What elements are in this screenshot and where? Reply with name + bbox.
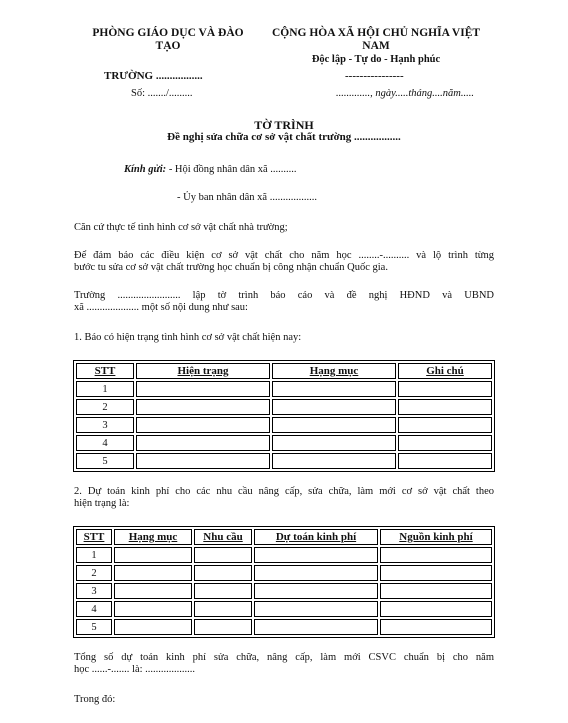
- org-name-line1: PHÒNG GIÁO DỤC VÀ ĐÀO: [92, 27, 244, 39]
- current-state-table: [73, 360, 495, 472]
- recipient-second: - Ủy ban nhân dân xã ..................: [177, 192, 317, 203]
- col-category: Hạng mục: [272, 363, 396, 379]
- row-number: 3: [76, 417, 134, 433]
- empty-cell: [114, 583, 192, 599]
- empty-cell: [398, 381, 492, 397]
- empty-cell: [380, 583, 492, 599]
- recipient-line-1: [124, 164, 424, 176]
- table-header-row: [76, 363, 492, 379]
- empty-cell: [254, 583, 378, 599]
- empty-cell: [194, 601, 252, 617]
- row-number: 4: [76, 601, 112, 617]
- section-1-heading: 1. Báo có hiện trạng tình hình cơ sở vật chất hiện nay:: [74, 332, 302, 343]
- table-row: [76, 453, 492, 469]
- col-source: Nguồn kinh phí: [380, 529, 492, 545]
- col-demand: Nhu cầu: [194, 529, 252, 545]
- org-header: [78, 27, 258, 53]
- col-category: Hạng mục: [114, 529, 192, 545]
- document-number: Số: ......./.........: [131, 88, 193, 99]
- empty-cell: [398, 453, 492, 469]
- empty-cell: [380, 547, 492, 563]
- empty-cell: [398, 399, 492, 415]
- table-row: [76, 601, 492, 617]
- empty-cell: [380, 565, 492, 581]
- table-row: [76, 399, 492, 415]
- table-row: [76, 435, 492, 451]
- paragraph-total-1: Tổng số dự toán kinh phí sửa chữa, nâng cấp, làm mới CSVC chuẩn bị cho năm: [74, 652, 494, 663]
- empty-cell: [114, 601, 192, 617]
- empty-cell: [194, 583, 252, 599]
- empty-cell: [272, 381, 396, 397]
- empty-cell: [254, 601, 378, 617]
- empty-cell: [194, 619, 252, 635]
- row-number: 5: [76, 619, 112, 635]
- empty-cell: [136, 453, 270, 469]
- empty-cell: [254, 565, 378, 581]
- row-number: 2: [76, 399, 134, 415]
- empty-cell: [114, 547, 192, 563]
- org-name-line2: TẠO: [155, 40, 181, 52]
- empty-cell: [380, 619, 492, 635]
- budget-table: [73, 526, 495, 638]
- table-row: [76, 619, 492, 635]
- row-number: 3: [76, 583, 112, 599]
- table-row: [76, 381, 492, 397]
- empty-cell: [114, 619, 192, 635]
- col-status: Hiện trạng: [136, 363, 270, 379]
- paragraph-purpose-1: Để đảm bảo các điều kiện cơ sở vật chất cho năm học ........-.......... và lộ trình từng: [74, 250, 494, 261]
- row-number: 1: [76, 547, 112, 563]
- row-number: 1: [76, 381, 134, 397]
- table-row: [76, 547, 492, 563]
- row-number: 4: [76, 435, 134, 451]
- empty-cell: [136, 399, 270, 415]
- recipient-label: Kính gửi:: [124, 164, 167, 175]
- empty-cell: [114, 565, 192, 581]
- empty-cell: [194, 565, 252, 581]
- empty-cell: [136, 381, 270, 397]
- paragraph-total-2: học ......-....... là: ...................: [74, 664, 196, 675]
- table-row: [76, 583, 492, 599]
- empty-cell: [194, 547, 252, 563]
- section-2-heading-1: 2. Dự toán kinh phí cho các nhu cầu nâng cấp, sửa chữa, làm mới cơ sở vật chất theo: [74, 486, 494, 497]
- section-2-heading-2: hiện trạng là:: [74, 498, 130, 509]
- school-name: TRƯỜNG .................: [104, 70, 203, 82]
- row-number: 2: [76, 565, 112, 581]
- empty-cell: [136, 435, 270, 451]
- empty-cell: [398, 435, 492, 451]
- empty-cell: [272, 399, 396, 415]
- empty-cell: [272, 417, 396, 433]
- empty-cell: [254, 547, 378, 563]
- document-subtitle: Đề nghị sửa chữa cơ sở vật chất trường .................: [167, 131, 401, 143]
- empty-cell: [272, 435, 396, 451]
- empty-cell: [380, 601, 492, 617]
- empty-cell: [272, 453, 396, 469]
- national-header: [262, 27, 490, 66]
- empty-cell: [398, 417, 492, 433]
- row-number: 5: [76, 453, 134, 469]
- col-note: Ghi chú: [398, 363, 492, 379]
- table-row: [76, 417, 492, 433]
- document-title: TỜ TRÌNH: [254, 118, 314, 132]
- paragraph-breakdown: Trong đó:: [74, 694, 116, 705]
- motto: Độc lập - Tự do - Hạnh phúc: [311, 54, 441, 65]
- col-stt: STT: [76, 363, 134, 379]
- empty-cell: [254, 619, 378, 635]
- paragraph-school-2: xã .................... một số nội dung như sau:: [74, 302, 248, 313]
- table-header-row: [76, 529, 492, 545]
- date-line: ............., ngày.....tháng....năm.....: [336, 88, 474, 99]
- recipient-first: - Hội đồng nhân dân xã ..........: [166, 164, 297, 175]
- nation-line1: CỘNG HÒA XÃ HỘI CHỦ NGHĨA VIỆT: [271, 27, 481, 39]
- paragraph-purpose-2: bước tu sửa cơ sở vật chất trường học chuẩn bị công nhận chuẩn Quốc gia.: [74, 262, 388, 273]
- table-row: [76, 565, 492, 581]
- col-estimate: Dự toán kinh phí: [254, 529, 378, 545]
- paragraph-basis: Căn cứ thực tế tình hình cơ sở vật chất nhà trường;: [74, 222, 288, 233]
- motto-rule: ----------------: [345, 70, 404, 82]
- nation-line2: NAM: [362, 40, 390, 52]
- paragraph-school-1: Trường ........................ lập tờ trình báo cáo và đề nghị HĐND và UBND: [74, 290, 494, 301]
- empty-cell: [136, 417, 270, 433]
- col-stt: STT: [76, 529, 112, 545]
